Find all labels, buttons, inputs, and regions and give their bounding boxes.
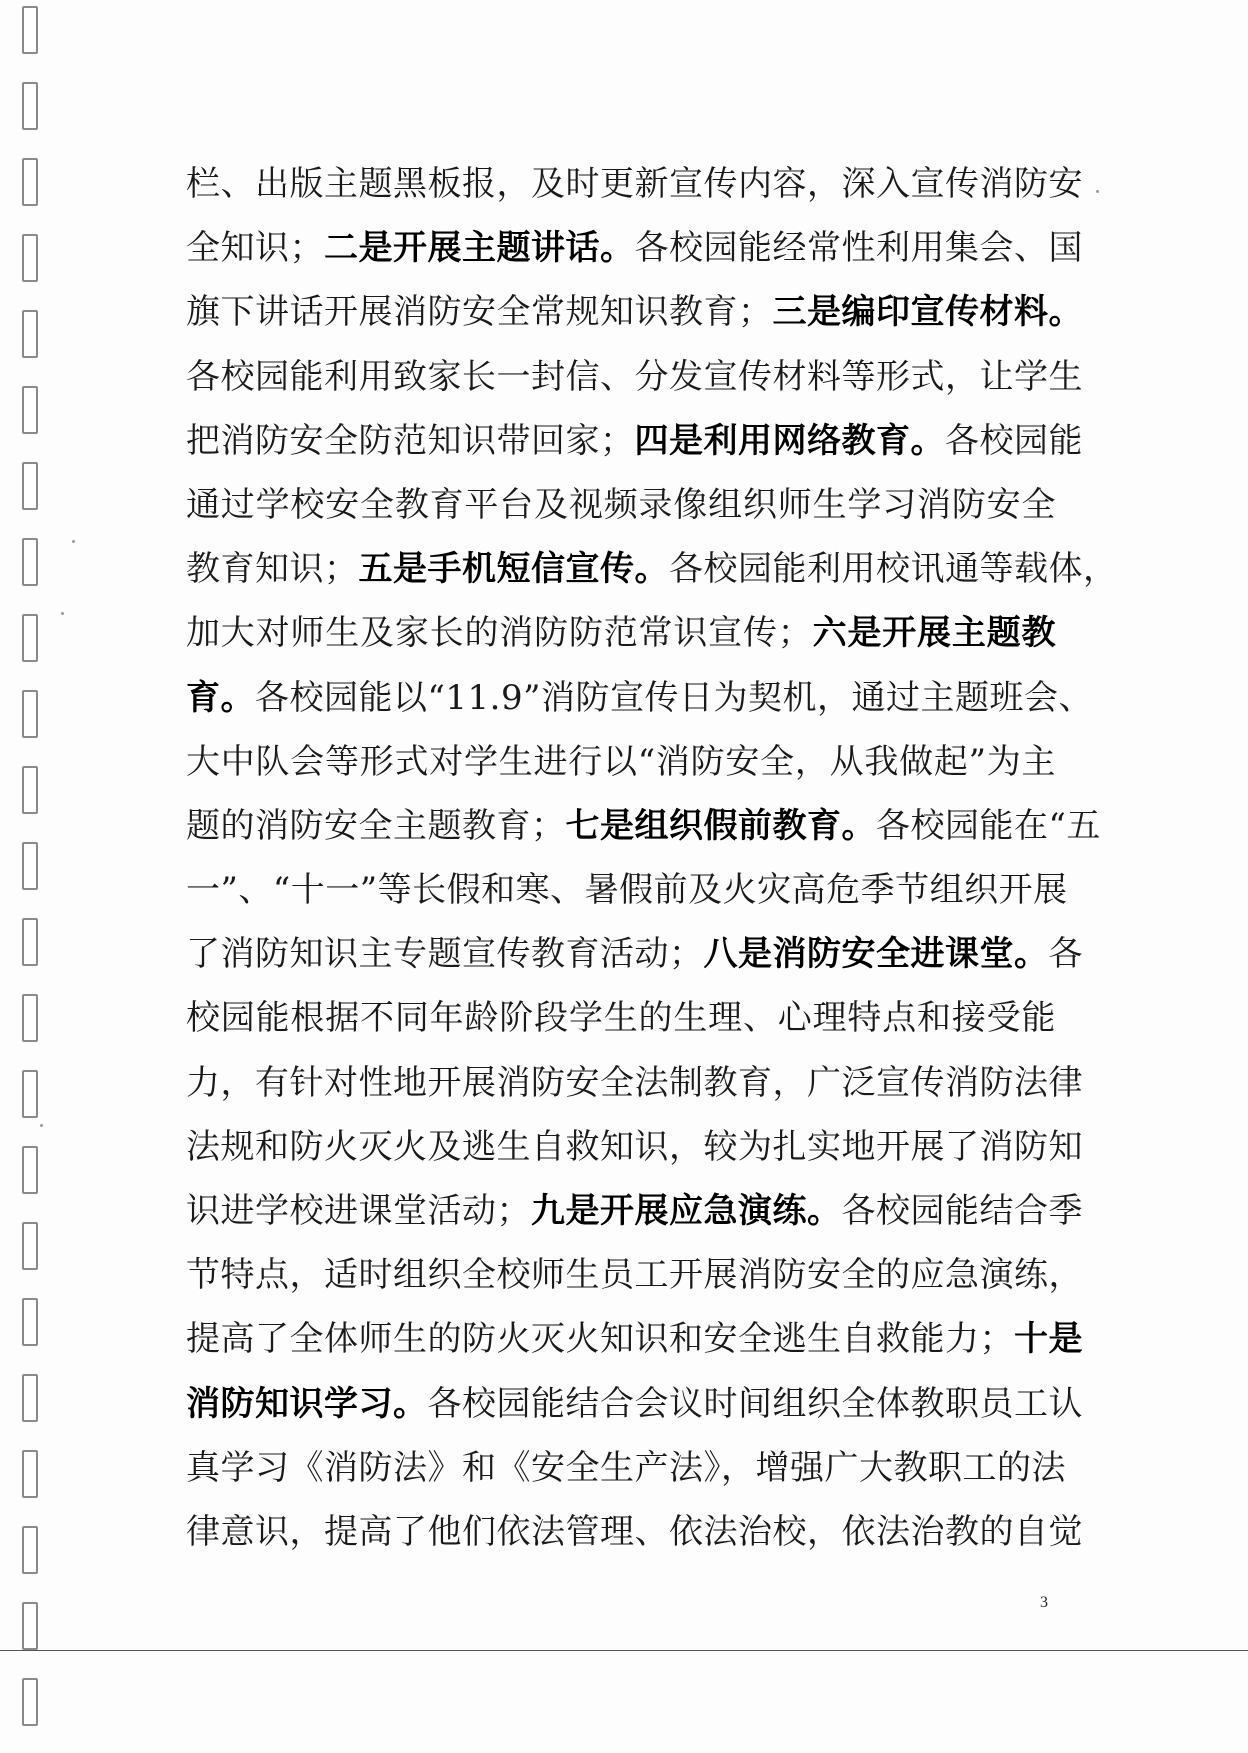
text-segment: 律意识，提高了他们依法管理、依法治校，依法治教的自觉	[186, 1511, 1083, 1552]
body-paragraph	[186, 152, 1118, 1564]
page-number: 3	[1040, 1594, 1048, 1611]
text-segment: 旗下讲话开展消防安全常规知识教育；	[186, 292, 773, 333]
scan-speck	[1096, 190, 1099, 193]
text-segment: 提高了全体师生的防火灭火知识和安全逃生自救能力；	[186, 1319, 1014, 1360]
text-segment: 通过学校安全教育平台及视频录像组织师生学习消防安全	[186, 484, 1056, 525]
text-line	[186, 794, 1101, 858]
text-segment: 节特点，适时组织全校师生员工开展消防安全的应急演练，	[186, 1255, 1083, 1296]
text-segment: 了消防知识主专题宣传教育活动；	[186, 934, 704, 975]
text-segment: 识进学校进课堂活动；	[186, 1191, 531, 1231]
scan-speck	[40, 1124, 43, 1127]
text-line	[186, 345, 1083, 409]
bold-heading-text: 九是开展应急演练。	[531, 1191, 842, 1231]
binding-hole	[22, 842, 38, 890]
text-line	[186, 858, 1068, 922]
text-line	[186, 1243, 1083, 1307]
text-line	[186, 601, 1056, 665]
text-line	[186, 1051, 1083, 1115]
binding-hole	[22, 234, 38, 282]
text-segment: 真学习《消防法》和《安全生产法》，增强广大教职工的法	[186, 1447, 1066, 1488]
text-line	[186, 537, 1118, 601]
binding-hole	[22, 462, 38, 510]
binding-hole	[22, 1374, 38, 1422]
binding-holes	[22, 0, 42, 1753]
text-segment: 全知识；	[186, 228, 324, 269]
text-segment: 栏、出版主题黑板报，及时更新宣传内容，深入宣传消防安	[186, 164, 1083, 204]
text-segment: 各校园能以“11.9”消防宣传日为契机，通过主题班会、	[255, 677, 1093, 718]
text-segment: 各校园能结合会议时间组织全体教职员工认	[427, 1383, 1083, 1424]
text-segment: 各校园能利用校讯通等载体，	[669, 549, 1118, 590]
text-line	[186, 666, 1093, 730]
scan-speck	[61, 612, 64, 615]
text-segment: 力，有针对性地开展消防安全法制教育，广泛宣传消防法律	[186, 1062, 1083, 1103]
binding-hole	[22, 310, 38, 358]
text-segment: 各校园能经常性利用集会、国	[634, 228, 1083, 269]
text-line	[186, 216, 1083, 280]
text-line	[186, 1307, 1083, 1371]
text-line	[186, 730, 1056, 794]
binding-hole	[22, 690, 38, 738]
text-line	[186, 922, 1083, 986]
text-segment: 各校园能	[945, 420, 1083, 461]
scan-speck	[72, 540, 75, 543]
text-segment: 题的消防安全主题教育；	[186, 805, 566, 846]
binding-hole	[22, 158, 38, 206]
text-line	[186, 280, 1083, 344]
binding-hole	[22, 1526, 38, 1574]
text-line	[186, 1115, 1083, 1179]
binding-hole	[22, 766, 38, 814]
binding-hole	[22, 1222, 38, 1270]
binding-hole	[22, 538, 38, 586]
text-line	[186, 473, 1056, 537]
binding-hole	[22, 82, 38, 130]
binding-hole	[22, 1678, 38, 1726]
bold-heading-text: 消防知识学习。	[186, 1383, 428, 1424]
bold-heading-text: 七是组织假前教育。	[565, 805, 876, 846]
text-segment: 法规和防火灭火及逃生自救知识，较为扎实地开展了消防知	[186, 1126, 1083, 1167]
text-segment: 校园能根据不同年龄阶段学生的生理、心理特点和接受能	[186, 998, 1056, 1039]
text-segment: 教育知识；	[186, 549, 359, 590]
text-segment: 一”、“十一”等长假和寒、暑假前及火灾高危季节组织开展	[186, 870, 1068, 911]
text-line	[186, 986, 1056, 1050]
text-segment: 各	[1048, 934, 1083, 975]
bold-heading-text: 四是利用网络教育。	[634, 420, 945, 461]
bold-heading-text: 五是手机短信宣传。	[358, 549, 669, 590]
binding-hole	[22, 614, 38, 662]
text-line	[186, 1179, 1083, 1243]
binding-hole	[22, 1450, 38, 1498]
text-segment: 各校园能利用致家长一封信、分发宣传材料等形式，让学生	[186, 356, 1083, 397]
text-line	[186, 1436, 1066, 1500]
binding-hole	[22, 1146, 38, 1194]
binding-hole	[22, 386, 38, 434]
text-segment: 大中队会等形式对学生进行以“消防安全，从我做起”为主	[186, 741, 1056, 782]
text-segment: 各校园能在“五	[876, 805, 1101, 846]
bold-heading-text: 育。	[186, 677, 255, 718]
text-line	[186, 152, 1083, 216]
text-line	[186, 409, 1083, 473]
bold-heading-text: 三是编印宣传材料。	[772, 292, 1083, 333]
binding-hole	[22, 994, 38, 1042]
bold-heading-text: 八是消防安全进课堂。	[703, 934, 1049, 975]
bold-heading-text: 六是开展主题教	[812, 613, 1056, 654]
bold-heading-text: 二是开展主题讲话。	[324, 228, 635, 269]
text-line	[186, 1372, 1083, 1436]
text-line	[186, 1500, 1083, 1564]
text-segment: 把消防安全防范知识带回家；	[186, 420, 635, 461]
text-segment: 加大对师生及家长的消防防范常识宣传；	[186, 613, 813, 654]
binding-hole	[22, 6, 38, 54]
binding-hole	[22, 918, 38, 966]
bold-heading-text: 十是	[1014, 1319, 1083, 1360]
binding-hole	[22, 1070, 38, 1118]
footer-rule	[0, 1650, 1248, 1651]
binding-hole	[22, 1602, 38, 1650]
binding-hole	[22, 1298, 38, 1346]
text-segment: 各校园能结合季	[841, 1191, 1083, 1231]
